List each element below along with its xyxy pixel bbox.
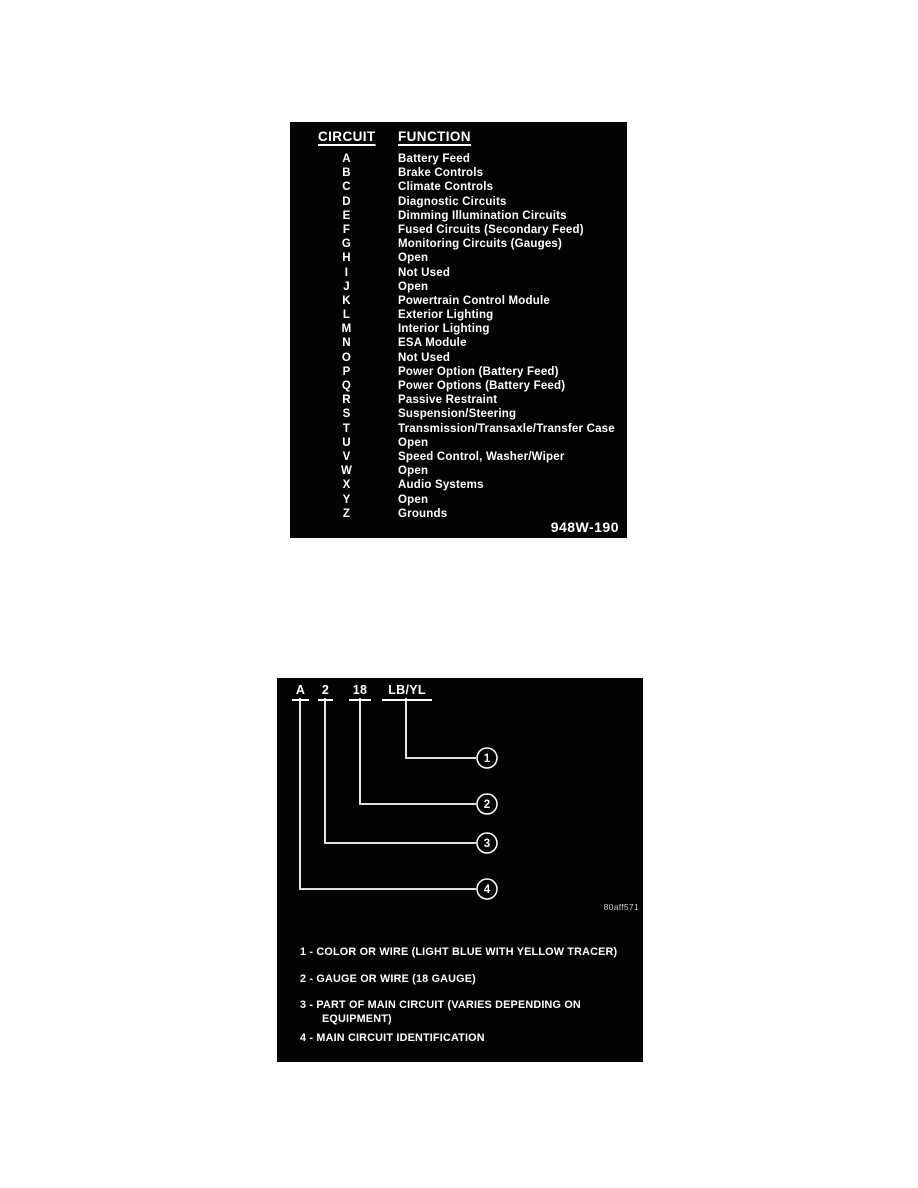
callout-line-1 [406,698,476,758]
legend-item-1 [300,946,617,960]
circuit-letter: E [342,209,351,222]
circuit-letter: M [341,323,352,336]
table-row [290,336,627,350]
circuit-letter: A [342,153,351,165]
circuit-function: ESA Module [398,337,467,350]
circuit-letter: V [342,450,351,463]
circuit-function: Exterior Lighting [398,309,494,322]
function-column-header: FUNCTION [398,129,471,144]
circuit-function: Open [398,493,429,506]
circuit-letter: Z [342,507,351,520]
table-row [290,266,627,280]
circuit-function: Diagnostic Circuits [398,195,507,208]
circuit-function: Monitoring Circuits (Gauges) [398,238,563,251]
circuit-function: Speed Control, Washer/Wiper [398,450,565,463]
table-row [290,237,627,251]
wire-code-main-circuit: A [292,683,309,701]
callout-legend [300,946,617,1059]
table-row [290,393,627,407]
circuit-letter: J [343,280,350,293]
circuit-letter: N [342,337,351,350]
circuit-function: Suspension/Steering [398,408,517,421]
diagram-figure-code: 80aff571 [603,902,639,912]
table-row [290,407,627,421]
table-row [290,294,627,308]
circuit-function: Not Used [398,351,451,364]
circuit-function: Brake Controls [398,167,484,180]
circuit-letter: O [341,351,352,364]
circuit-column-header: CIRCUIT [318,129,376,144]
wire-code-color: LB/YL [382,683,432,701]
legend-line: EQUIPMENT) [322,1012,392,1025]
circuit-letter: B [342,167,351,180]
circuit-letter: X [342,479,351,492]
table-row [290,308,627,322]
callout-number-4: 4 [483,884,491,896]
table-row [290,436,627,450]
callout-line-4 [300,698,476,889]
circuit-function: Open [398,436,429,449]
table-row [290,166,627,180]
wire-code-diagram [277,678,643,1062]
circuit-letter: W [340,465,353,478]
circuit-function: Powertrain Control Module [398,294,550,307]
table-figure-code: 948W-190 [550,519,619,535]
legend-item-3 [300,999,617,1026]
table-row [290,251,627,265]
circuit-letter: U [342,436,351,449]
wire-code-circuit-part: 2 [318,683,333,701]
circuit-letter: H [342,252,351,265]
legend-item-4 [300,1032,617,1046]
circuit-letter: Y [342,493,351,506]
circuit-function: Grounds [398,507,448,520]
circuit-letter: R [342,394,351,407]
circuit-rows [290,152,627,521]
callout-number-1: 1 [483,753,491,765]
table-row [290,422,627,436]
circuit-function: Open [398,465,429,478]
table-row [290,322,627,336]
legend-line: 1 - COLOR OR WIRE (LIGHT BLUE WITH YELLOW TRACER) [300,946,618,958]
table-row [290,464,627,478]
circuit-letter: P [342,365,351,378]
table-row [290,209,627,223]
table-row [290,379,627,393]
callout-number-3: 3 [483,838,491,850]
table-row [290,493,627,507]
circuit-function: Transmission/Transaxle/Transfer Case [398,422,615,435]
table-row [290,223,627,237]
circuit-letter: G [341,238,352,251]
legend-line: 4 - MAIN CIRCUIT IDENTIFICATION [300,1032,485,1044]
circuit-letter: I [344,266,349,279]
circuit-function: Climate Controls [398,181,494,194]
circuit-letter: K [342,294,351,307]
circuit-function: Battery Feed [398,153,471,165]
circuit-function: Dimming Illumination Circuits [398,209,567,222]
circuit-function: Power Options (Battery Feed) [398,380,566,392]
circuit-letter: C [342,181,351,194]
table-row [290,152,627,166]
circuit-letter: Q [341,380,352,392]
circuit-letter: L [342,309,351,322]
table-row [290,478,627,492]
circuit-function: Audio Systems [398,479,484,492]
circuit-function: Fused Circuits (Secondary Feed) [398,223,584,236]
circuit-letter: D [342,195,351,208]
table-row [290,280,627,294]
table-row [290,450,627,464]
circuit-letter: F [342,223,351,236]
circuit-letter: T [342,422,351,435]
circuit-function: Interior Lighting [398,323,490,336]
circuit-function: Passive Restraint [398,394,498,407]
table-row [290,180,627,194]
table-header-row [290,122,627,144]
circuit-function: Open [398,252,429,265]
legend-item-2 [300,973,617,987]
circuit-function-table [290,122,627,538]
circuit-letter: S [342,408,351,421]
table-row [290,365,627,379]
circuit-function: Open [398,280,429,293]
wire-code-gauge: 18 [349,683,371,701]
circuit-function: Not Used [398,266,451,279]
callout-line-2 [360,698,476,804]
legend-line: 3 - PART OF MAIN CIRCUIT (VARIES DEPENDING ON [300,999,581,1011]
table-row [290,195,627,209]
legend-line: 2 - GAUGE OR WIRE (18 GAUGE) [300,972,476,985]
circuit-function: Power Option (Battery Feed) [398,365,559,378]
callout-line-3 [325,698,476,843]
table-row [290,351,627,365]
callout-number-2: 2 [483,799,491,811]
